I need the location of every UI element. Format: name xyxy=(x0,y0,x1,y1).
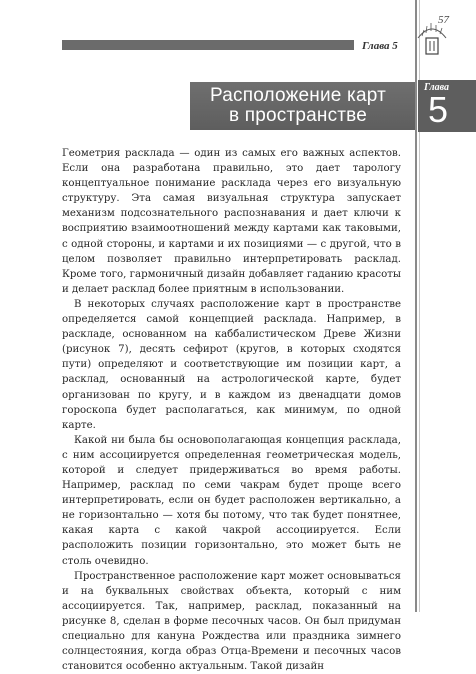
paragraph: Пространственное расположение карт может основываться и на буквальных свойствах объекта, который с ним ассоциируется. Так, например, расклад, показанный на рисунке 8, сделан в форме песочных часов. Он был придуман специально для кануна Рождества или праздника зимнего солнцестояния, когда образ Отца-Времени и песочных часов становится особенно актуальным. Такой дизайн xyxy=(62,570,401,673)
header-rule xyxy=(62,40,354,50)
chapter-title-line2: в пространстве xyxy=(228,105,368,126)
chapter-tab-word: Глава xyxy=(424,82,450,93)
chapter-title xyxy=(190,86,406,126)
chapter-title-banner xyxy=(190,82,415,130)
paragraph: Геометрия расклада — один из самых его важных аспектов. Если она разработана правильно, это дает тарологу концептуальное понимание расклада через его визуальную структуру. Эта самая визуальная структура запускает механизм подсознательного распознавания и дает ключи к восприятию взаимоотношений между картами как таковыми, с одной стороны, и картами и их позициями — с другой, что в целом позволяет правильно интерпретировать расклад. Кроме того, гармоничный дизайн добавляет гаданию красоты и делает расклад более приятным в использовании. xyxy=(62,148,401,295)
paragraph: В некоторых случаях расположение карт в пространстве определяется самой концепцией расклада. Например, в раскладе, основанном на каббалистическом Древе Жизни (рисунок 7), десять сефирот (кругов, в которых сходятся пути) определяют и соответствующие им позиции карт, а расклад, основанный на астрологической карте, будет организован по кругу, и в каждом из двенадцати домов гороскопа будет располагаться, как минимум, по одной карте. xyxy=(62,298,401,431)
chapter-tab-number: 5 xyxy=(428,89,449,130)
body-text xyxy=(62,146,401,674)
margin-rule xyxy=(415,0,417,612)
chapter-tab xyxy=(418,80,476,132)
running-head: Глава 5 xyxy=(362,40,398,52)
page-number: 57 xyxy=(438,14,449,26)
chapter-title-line1: Расположение карт xyxy=(210,85,386,106)
paragraph: Какой ни была бы основополагающая концепция расклада, с ним ассоциируется определенная геометрическая модель, которой и следует придерживаться во время работы. Например, расклад по семи чакрам будет проще всего интерпретировать, если он будет расположен вертикально, а не горизонтально — хотя бы потому, что так будет понятнее, какая карта с какой чакрой ассоциируется. Если расположить позиции горизонтально, это может быть не столь очевидно. xyxy=(62,434,401,567)
